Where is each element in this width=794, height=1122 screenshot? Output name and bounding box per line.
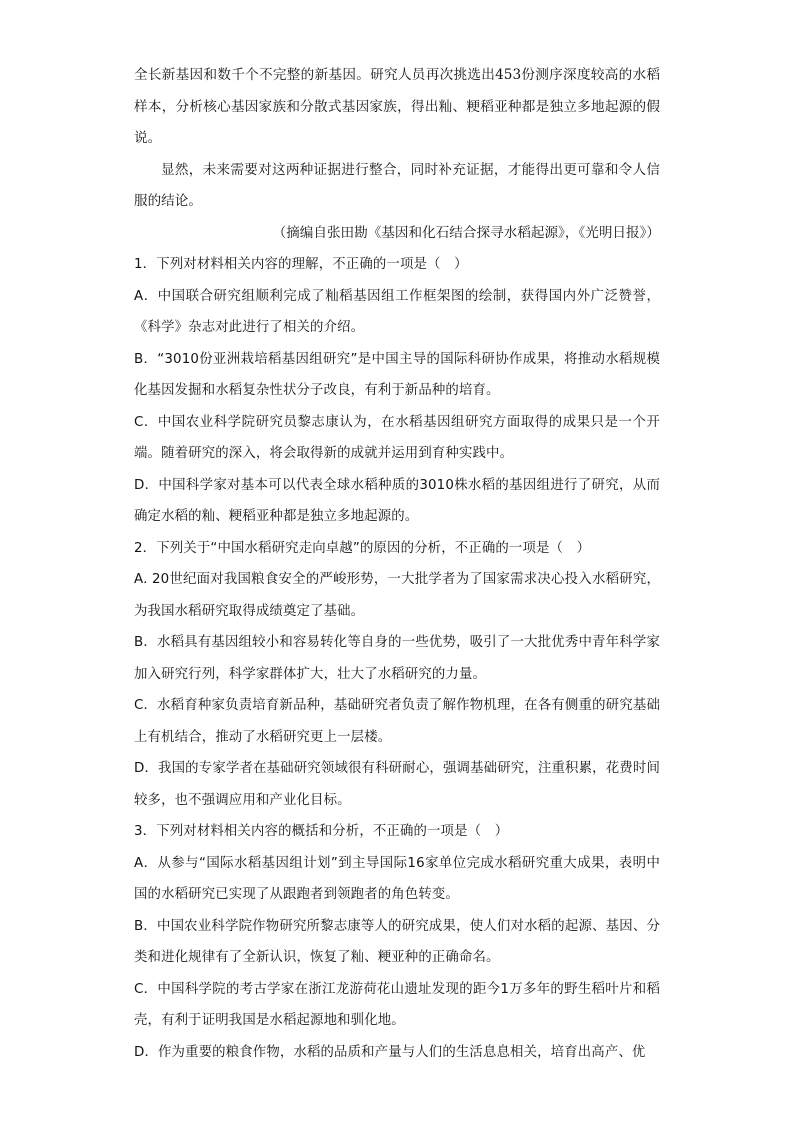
option-d: D．我国的专家学者在基础研究领域很有科研耐心，强调基础研究，注重积累，花费时间较多，也不强调应用和产业化目标。	[134, 761, 660, 808]
question-stem: 2．下列关于“中国水稻研究走向卓越”的原因的分析，不正确的一项是（ ）	[134, 540, 591, 556]
question-1	[134, 249, 660, 533]
option-d: D．中国科学家对基本可以代表全球水稻种质的3010株水稻的基因组进行了研究，从而确定水稻的籼、粳稻亚种都是独立多地起源的。	[134, 477, 660, 524]
reading-passage	[134, 60, 660, 249]
option-a: A．从参与“国际水稻基因组计划”到主导国际16家单位完成水稻研究重大成果，表明中国的水稻研究已实现了从跟跑者到领跑者的角色转变。	[134, 855, 660, 902]
question-3	[134, 816, 660, 1068]
option-c: C．水稻育种家负责培育新品种，基础研究者负责了解作物机理，在各有侧重的研究基础上有机结合，推动了水稻研究更上一层楼。	[134, 698, 660, 745]
option-b: B．水稻具有基因组较小和容易转化等自身的一些优势，吸引了一大批优秀中青年科学家加入研究行列，科学家群体扩大，壮大了水稻研究的力量。	[134, 635, 660, 682]
option-a: A．中国联合研究组顺利完成了籼稻基因组工作框架图的绘制，获得国内外广泛赞誉，《科学》杂志对此进行了相关的介绍。	[134, 288, 660, 335]
option-c: C．中国科学院的考古学家在浙江龙游荷花山遗址发现的距今1万多年的野生稻叶片和稻壳，有利于证明我国是水稻起源地和驯化地。	[134, 981, 660, 1028]
option-d: D．作为重要的粮食作物，水稻的品质和产量与人们的生活息息相关，培育出高产、优	[134, 1044, 646, 1060]
option-b: B．“3010份亚洲栽培稻基因组研究”是中国主导的国际科研协作成果，将推动水稻规模化基因发掘和水稻复杂性状分子改良，有利于新品种的培育。	[134, 351, 660, 398]
option-b: B．中国农业科学院作物研究所黎志康等人的研究成果，使人们对水稻的起源、基因、分类和进化规律有了全新认识，恢复了籼、粳亚种的正确命名。	[134, 918, 660, 965]
question-2	[134, 533, 660, 817]
option-c: C．中国农业科学院研究员黎志康认为，在水稻基因组研究方面取得的成果只是一个开端。随着研究的深入，将会取得新的成就并运用到育种实践中。	[134, 414, 660, 461]
question-stem: 1．下列对材料相关内容的理解，不正确的一项是（ ）	[134, 257, 468, 272]
passage-source: （摘编自张田勘《基因和化石结合探寻水稻起源》，《光明日报》）	[272, 224, 660, 241]
passage-paragraph: 显然，未来需要对这两种证据进行整合，同时补充证据，才能得出更可靠和令人信服的结论。	[134, 161, 660, 209]
passage-paragraph: 全长新基因和数千个不完整的新基因。研究人员再次挑选出453份测序深度较高的水稻样本，分析核心基因家族和分散式基因家族，得出籼、粳稻亚种都是独立多地起源的假说。	[134, 67, 660, 146]
option-a: A. 20世纪面对我国粮食安全的严峻形势，一大批学者为了国家需求决心投入水稻研究，为我国水稻研究取得成绩奠定了基础。	[134, 572, 660, 619]
question-stem: 3．下列对材料相关内容的概括和分析，不正确的一项是（ ）	[134, 824, 509, 839]
page-content	[134, 60, 660, 1068]
